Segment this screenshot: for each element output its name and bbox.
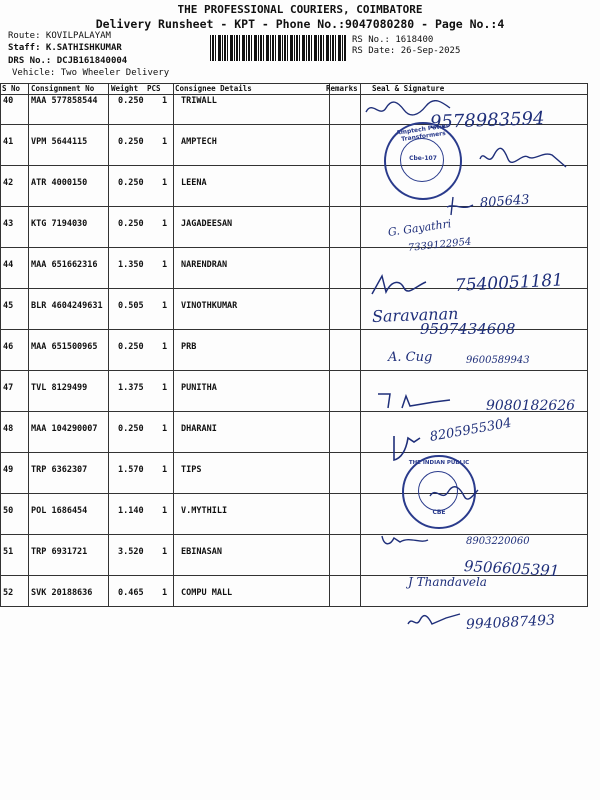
row-weight: 0.505 bbox=[118, 301, 144, 311]
row-sno: 40 bbox=[3, 96, 14, 106]
table-row bbox=[0, 493, 588, 534]
signature-scribble bbox=[380, 532, 430, 548]
row-sno: 50 bbox=[3, 506, 14, 516]
header-consignment: Consignment No bbox=[31, 84, 95, 93]
row-pcs: 1 bbox=[162, 96, 168, 106]
handwritten-name: G. Gayathri bbox=[387, 217, 453, 239]
row-consignee: LEENA bbox=[181, 178, 207, 188]
row-sno: 44 bbox=[3, 260, 14, 270]
row-weight: 1.570 bbox=[118, 465, 144, 475]
signature-scribble bbox=[406, 610, 462, 632]
row-consignee: JAGADEESAN bbox=[181, 219, 233, 229]
table-row bbox=[0, 452, 588, 493]
row-consignment-no: KTG 7194030 bbox=[31, 219, 88, 229]
vehicle-label: Vehicle: Two Wheeler Delivery bbox=[12, 68, 170, 78]
handwritten-name: J Thandavela bbox=[408, 575, 487, 589]
row-pcs: 1 bbox=[162, 219, 168, 229]
runsheet-title: Delivery Runsheet - KPT - Phone No.:9047080280 - Page No.:4 bbox=[95, 17, 505, 31]
row-consignment-no: TRP 6931721 bbox=[31, 547, 88, 557]
row-consignment-no: TRP 6362307 bbox=[31, 465, 88, 475]
row-pcs: 1 bbox=[162, 137, 168, 147]
handwritten-phone: 8205955304 bbox=[428, 415, 513, 445]
row-consignment-no: VPM 5644115 bbox=[31, 137, 88, 147]
row-pcs: 1 bbox=[162, 465, 168, 475]
row-consignee: VINOTHKUMAR bbox=[181, 301, 238, 311]
company-seal-stamp bbox=[384, 122, 462, 200]
signature-scribble bbox=[478, 145, 570, 171]
handwritten-phone: 8903220060 bbox=[466, 536, 530, 547]
signature-scribble bbox=[370, 272, 428, 298]
handwritten-phone: 9080182626 bbox=[486, 398, 576, 414]
row-consignee: COMPU MALL bbox=[181, 588, 233, 598]
row-weight: 1.350 bbox=[118, 260, 144, 270]
row-sno: 49 bbox=[3, 465, 14, 475]
row-weight: 0.465 bbox=[118, 588, 144, 598]
handwritten-phone: 805643 bbox=[479, 192, 531, 211]
signature-scribble bbox=[376, 390, 454, 414]
row-consignment-no: MAA 577858544 bbox=[31, 96, 98, 106]
row-consignee: EBINASAN bbox=[181, 547, 222, 557]
route-label: Route: KOVILPALAYAM bbox=[8, 31, 111, 41]
seal-ring-text: Amptech Power Transformers bbox=[395, 122, 450, 144]
row-pcs: 1 bbox=[162, 588, 168, 598]
row-weight: 1.375 bbox=[118, 383, 144, 393]
row-consignee: PRB bbox=[181, 342, 197, 352]
row-sno: 41 bbox=[3, 137, 14, 147]
drs-number: DRS No.: DCJB161840004 bbox=[8, 56, 128, 66]
row-consignee: AMPTECH bbox=[181, 137, 217, 147]
row-weight: 0.250 bbox=[118, 424, 144, 434]
table-row bbox=[0, 575, 588, 616]
row-pcs: 1 bbox=[162, 383, 168, 393]
handwritten-phone: 9940887493 bbox=[465, 612, 556, 633]
header-pcs: PCS bbox=[147, 84, 161, 93]
seal-center-text: Cbe-107 bbox=[409, 155, 437, 162]
row-consignee: DHARANI bbox=[181, 424, 217, 434]
row-consignee: V.MYTHILI bbox=[181, 506, 228, 516]
row-pcs: 1 bbox=[162, 342, 168, 352]
row-weight: 0.250 bbox=[118, 219, 144, 229]
row-sno: 47 bbox=[3, 383, 14, 393]
row-pcs: 1 bbox=[162, 547, 168, 557]
row-consignment-no: TVL 8129499 bbox=[31, 383, 88, 393]
row-consignment-no: MAA 651500965 bbox=[31, 342, 98, 352]
row-consignee: TRIWALL bbox=[181, 96, 217, 106]
row-sno: 48 bbox=[3, 424, 14, 434]
company-title: THE PROFESSIONAL COURIERS, COIMBATORE bbox=[177, 3, 423, 16]
handwritten-phone: 7339122954 bbox=[407, 236, 472, 254]
rs-date: RS Date: 26-Sep-2025 bbox=[352, 46, 461, 56]
row-sno: 51 bbox=[3, 547, 14, 557]
row-sno: 46 bbox=[3, 342, 14, 352]
row-consignee: TIPS bbox=[181, 465, 202, 475]
staff-label: Staff: K.SATHISHKUMAR bbox=[8, 43, 122, 53]
row-weight: 0.250 bbox=[118, 342, 144, 352]
row-weight: 0.250 bbox=[118, 137, 144, 147]
row-consignment-no: BLR 4604249631 bbox=[31, 301, 103, 311]
header-signature: Seal & Signature bbox=[372, 84, 445, 93]
handwritten-name: A. Cug bbox=[388, 350, 433, 365]
row-pcs: 1 bbox=[162, 424, 168, 434]
row-consignment-no: MAA 651662316 bbox=[31, 260, 98, 270]
signature-scribble bbox=[445, 195, 475, 217]
row-consignment-no: POL 1686454 bbox=[31, 506, 88, 516]
row-pcs: 1 bbox=[162, 301, 168, 311]
header-remarks: Remarks bbox=[326, 84, 358, 93]
row-pcs: 1 bbox=[162, 178, 168, 188]
header-consignee: Consignee Details bbox=[175, 84, 252, 93]
handwritten-phone: 9578983594 bbox=[429, 108, 545, 133]
row-weight: 0.250 bbox=[118, 178, 144, 188]
row-consignment-no: SVK 20188636 bbox=[31, 588, 93, 598]
row-consignee: NARENDRAN bbox=[181, 260, 228, 270]
row-weight: 1.140 bbox=[118, 506, 144, 516]
row-sno: 52 bbox=[3, 588, 14, 598]
row-weight: 3.520 bbox=[118, 547, 144, 557]
handwritten-name: Saravanan bbox=[371, 303, 459, 326]
seal-center-text: CBE bbox=[432, 509, 446, 516]
barcode bbox=[210, 35, 346, 61]
header-weight: Weight bbox=[111, 84, 139, 93]
rs-number: RS No.: 1618400 bbox=[352, 35, 434, 45]
handwritten-phone: 7540051181 bbox=[454, 270, 564, 296]
row-weight: 0.250 bbox=[118, 96, 144, 106]
row-sno: 45 bbox=[3, 301, 14, 311]
row-consignee: PUNITHA bbox=[181, 383, 217, 393]
row-pcs: 1 bbox=[162, 260, 168, 270]
row-consignment-no: ATR 4000150 bbox=[31, 178, 88, 188]
seal-ring-text: THE INDIAN PUBLIC bbox=[408, 460, 470, 466]
row-pcs: 1 bbox=[162, 506, 168, 516]
signature-scribble bbox=[390, 430, 426, 466]
header-sno: S No bbox=[2, 84, 21, 93]
signature-scribble bbox=[428, 484, 480, 504]
handwritten-phone: 9506605391 bbox=[463, 557, 560, 580]
row-sno: 43 bbox=[3, 219, 14, 229]
row-sno: 42 bbox=[3, 178, 14, 188]
handwritten-phone: 9597434608 bbox=[420, 320, 516, 338]
handwritten-phone: 9600589943 bbox=[466, 355, 530, 366]
row-consignment-no: MAA 104290007 bbox=[31, 424, 98, 434]
table-row bbox=[0, 206, 588, 247]
